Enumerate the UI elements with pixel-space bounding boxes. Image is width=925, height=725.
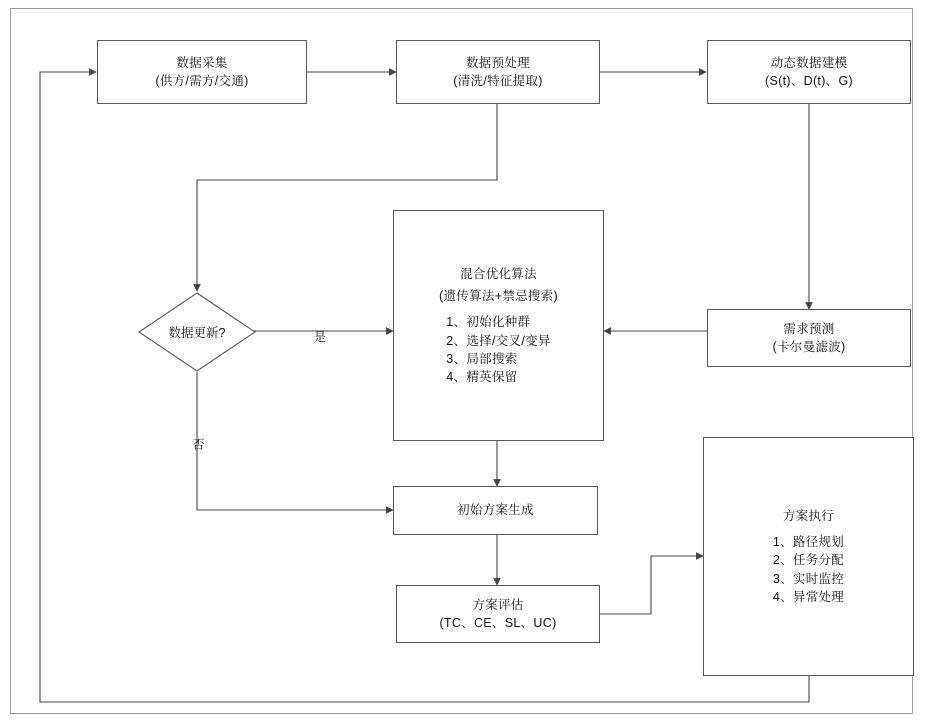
node-decision-data-updated (137, 291, 257, 373)
node-execution (703, 437, 914, 676)
node-preprocess-line-1: 数据预处理 (465, 55, 530, 70)
algorithm-step-3: 3、局部搜索 (446, 351, 518, 366)
node-dynamic-model-line-1: 动态数据建模 (770, 55, 848, 70)
node-dynamic-model (707, 40, 911, 104)
node-hybrid-algorithm-head-1: 混合优化算法 (460, 267, 537, 282)
node-preprocess (396, 40, 600, 104)
node-data-collection-line-2: (供方/需方/交通) (155, 74, 249, 88)
execution-step-2: 2、任务分配 (772, 553, 845, 568)
node-demand-forecast-line-1: 需求预测 (783, 321, 835, 336)
node-hybrid-algorithm (393, 210, 604, 441)
algorithm-step-2: 2、选择/交叉/变异 (446, 333, 551, 348)
node-demand-forecast (707, 309, 911, 367)
node-execution-head: 方案执行 (782, 509, 835, 524)
algorithm-step-4: 4、精英保留 (446, 369, 518, 384)
node-dynamic-model-line-2: (S(t)、D(t)、G) (765, 74, 853, 88)
execution-step-4: 4、异常处理 (772, 589, 845, 604)
node-decision-label: 数据更新? (168, 326, 226, 340)
edge-label-yes: 是 (314, 330, 327, 344)
node-evaluation (396, 585, 600, 643)
node-initial-plan-line-1: 初始方案生成 (457, 503, 534, 518)
node-data-collection-line-1: 数据采集 (176, 55, 228, 70)
edge-label-no: 否 (191, 438, 205, 450)
node-evaluation-line-1: 方案评估 (472, 597, 524, 612)
algorithm-step-1: 1、初始化种群 (446, 315, 531, 330)
node-initial-plan (393, 486, 598, 535)
execution-step-1: 1、路径规划 (772, 535, 845, 550)
node-hybrid-algorithm-head-2: (遗传算法+禁忌搜索) (439, 289, 558, 304)
node-evaluation-line-2: (TC、CE、SL、UC) (439, 616, 557, 630)
node-data-collection (97, 40, 307, 104)
node-preprocess-line-2: (清洗/特征提取) (453, 74, 543, 88)
execution-step-3: 3、实时监控 (772, 571, 845, 586)
node-demand-forecast-line-2: (卡尔曼滤波) (772, 340, 846, 354)
node-hybrid-algorithm-steps (446, 313, 550, 386)
node-execution-steps (773, 533, 844, 606)
